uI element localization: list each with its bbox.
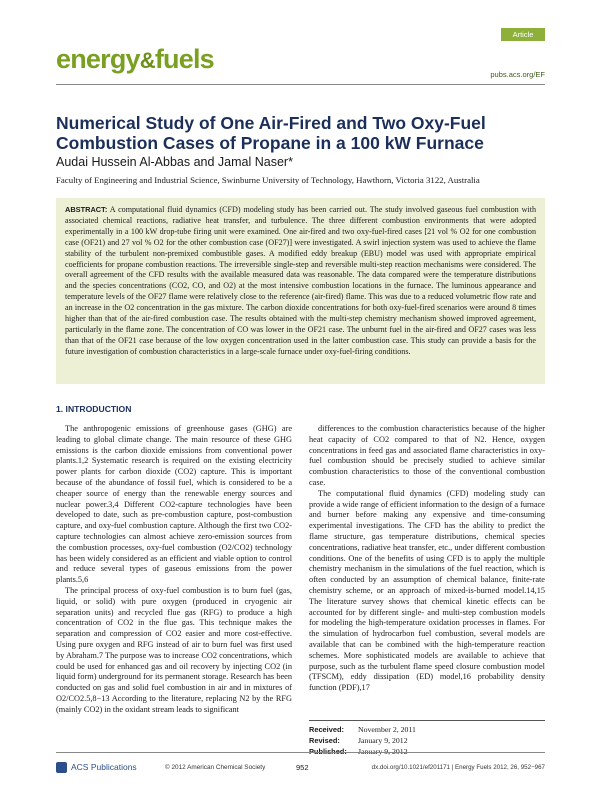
received-label: Received: — [309, 725, 344, 734]
header-divider — [56, 84, 545, 85]
received-date: November 2, 2011 — [358, 725, 416, 734]
left-text-column — [56, 424, 292, 716]
abstract-text: A computational fluid dynamics (CFD) modeling study has been carried out. The study involved gaseous fuel combustion with associated chemical reactions, radiative heat transfer, and turbulence. The three different combustion environments that were adopted experimentally in a 100 kW drop-tube firing unit were examined. One air-fired and two oxy-fuel-fired cases [21 vol % O2 for one combustion case (OF21) and 27 vol % O2 for the other combustion case (OF27)] were investigated. A swirl injection system was used to achieve the flame stability of the turbulent non-premixed combustible gases. A modified eddy breakup (EBU) model was used with appropriate empirical coefficients for propane combustion reactions. The irreversible single-step and reversible multi-step reaction mechanisms were considered. The overall agreement of the CFD results with the available measured data was reasonable. The data compared were the temperature distributions and the species concentrations (CO2, CO, and O2) at the most intensive combustion locations in the furnace. The luminous appearance and temperature levels of the OF27 flame were relatively close to the reference (air-fired) flame. This was due to a reduced volumetric flow rate and an increase in the O2 concentration in the gas mixture. The carbon dioxide concentrations for both oxy-fuel-fired scenarios were around 8 times higher than that of the air-fired combustion case. The results obtained with the multi-step chemistry mechanism showed improved agreement, particularly in the flame zone. The concentration of CO was lower in the OF21 case. The unburnt fuel in the air-fired and OF27 cases was less than that of the OF21 case because of the low oxygen concentration used in the latter combustion case. This study can provide a basis for the future investigation of combustion characteristics in a large-scale furnace under oxy-fuel-firing conditions. — [65, 205, 537, 356]
publisher-logo — [56, 762, 137, 773]
journal-url-link[interactable]: pubs.acs.org/EF — [490, 70, 545, 79]
author-list: Audai Hussein Al-Abbas and Jamal Naser* — [56, 155, 293, 169]
journal-logo — [56, 46, 214, 73]
footer-divider — [56, 752, 545, 753]
acs-icon — [56, 762, 67, 773]
publisher-name: ACS Publications — [71, 762, 137, 772]
journal-name-energy: energy — [56, 44, 140, 74]
revised-date: January 9, 2012 — [358, 736, 408, 745]
journal-name-fuels: fuels — [154, 44, 214, 74]
copyright-notice: © 2012 American Chemical Society — [165, 764, 266, 771]
right-text-column — [309, 424, 545, 694]
abstract-label: ABSTRACT: — [65, 205, 108, 214]
section-heading-introduction: 1. INTRODUCTION — [56, 404, 132, 414]
revised-label: Revised: — [309, 736, 340, 745]
journal-name-ampersand: & — [139, 48, 155, 73]
author-affiliation: Faculty of Engineering and Industrial Science, Swinburne University of Technology, Hawthorn, Victoria 3122, Australia — [56, 175, 480, 185]
body-paragraph: The anthropogenic emissions of greenhouse gases (GHG) are leading to global climate change. The main resource of these GHG emissions is the carbon dioxide emissions from conventional power plants.1,2 Systematic research is required on the existing electricity power plants for carbon dioxide (CO2) capture. This is important because of the abundance of fossil fuel, which is considered to be a cheaper source of energy than the renewable energy sources and nuclear power.3,4 Different CO2-capture technologies have been developed to date, such as pre-combustion capture, post-combustion capture, and oxy-fuel combustion capture. Although the first two CO2-capture technologies can almost achieve zero-emission sources from the combustion processes, oxy-fuel combustion (O2/CO2) technology has been widely considered as an efficient and viable option to control and reduce several types of gaseous emissions from the power plants.5,6 — [56, 424, 292, 585]
body-paragraph: differences to the combustion characteristics because of the higher heat capacity of CO2 compared to that of N2. Hence, oxygen concentrations in feed gas and associated flame characteristics in oxy-fuel combustion should be precisely studied to achieve similar combustion characteristics to those of the conventional combustion case. — [309, 424, 545, 487]
article-type-badge: Article — [501, 28, 545, 41]
body-paragraph: The computational fluid dynamics (CFD) modeling study can provide a wide range of efficient information to the design of a furnace and burner before making any expensive and time-consuming experimental investigations. The CFD has the ability to predict the flame structure, gas temperature distributions, chemical species concentrations, radiative heat transfer, etc., under different combustion conditions. One of the benefits of using CFD is to apply the multiple chemistry mechanism in the simulations of the fuel reaction, which is often conducted by an assumption of chemical balance, finite-rate chemistry scheme, or an approach of mixed-is-burned model.14,15 The literature survey shows that chemical kinetic effects can be accounted for by different single- and multi-step combustion models for modeling the high-temperature oxidation processes in flames. For the simulation of hydrocarbon fuel combustion, several models are available that can be combined with the high-temperature reaction schemes. More sophisticated models are available to achieve that purpose, such as the turbulent flame speed closure combustion model (TFSCM), eddy dissipation (ED) model,16 probability density function (PDF),17 — [309, 488, 545, 693]
doi-citation[interactable]: dx.doi.org/10.1021/ef201171 | Energy Fuels 2012, 26, 952−967 — [371, 764, 545, 771]
page-number: 952 — [296, 763, 309, 772]
body-paragraph: The principal process of oxy-fuel combustion is to burn fuel (gas, liquid, or solid) with pure oxygen (produced in cryogenic air separation units) and recycled flue gas (RFG) to produce a high concentration of CO2 in the flue gas. This technique makes the separation and compression of CO2 easier and more cost-effective. Using pure oxygen and RFG instead of air to burn fuel was first used by Abraham.7 The purpose was to increase CO2 concentrations, which could be used for enhanced gas and oil recovery by injecting CO2 (in liquid form) underground for its permanent storage. Research has been conducted on gas and solid fuel combustion in air and in mixtures of O2/CO2.5,8−13 According to the literature, replacing N2 by the RFG (mainly CO2) in the oxidant stream leads to significant — [56, 585, 292, 714]
article-title: Numerical Study of One Air-Fired and Two Oxy-Fuel Combustion Cases of Propane in a 100 kW Furnace — [56, 113, 486, 153]
abstract-box — [56, 198, 545, 384]
